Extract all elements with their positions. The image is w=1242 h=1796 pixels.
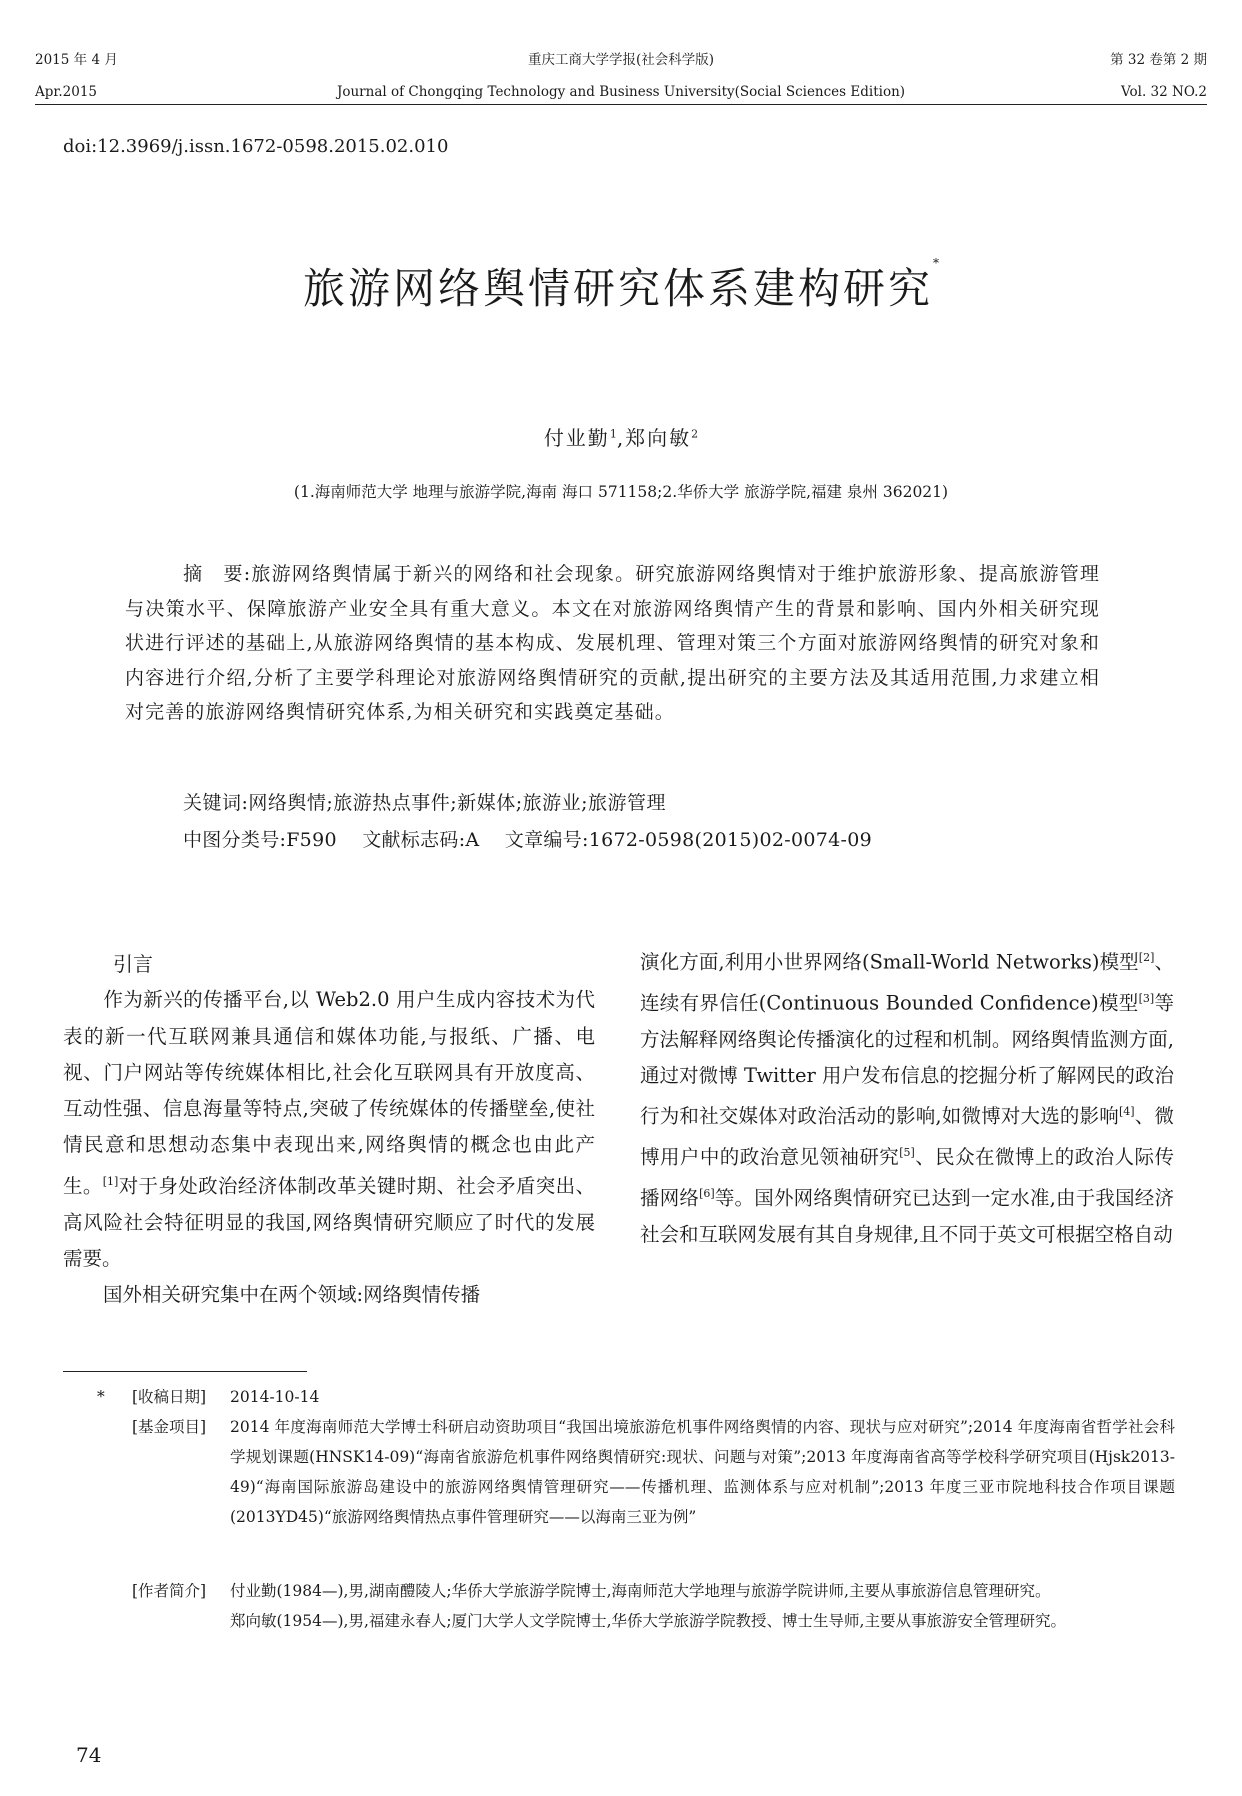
author-bio: 郑向敏(1954—),男,福建永春人;厦门大学人文学院博士,华侨大学旅游学院教授、博士生导师,主要从事旅游安全管理研究。: [230, 1612, 1066, 1630]
paragraph-text: 等方法解释网络舆论传播演化的过程和机制。网络舆情监测方面,通过对微博 Twitter 用户发布信息的挖掘分析了解网民的政治行为和社交媒体对政治活动的影响,如微博对大选的影响: [640, 991, 1174, 1128]
citation-ref: [4]: [1119, 1105, 1135, 1119]
abstract-text: 旅游网络舆情属于新兴的网络和社会现象。研究旅游网络舆情对于维护旅游形象、提高旅游管理与决策水平、保障旅游产业安全具有重大意义。本文在对旅游网络舆情产生的背景和影响、国内外相关研究现状进行评述的基础上,从旅游网络舆情的基本构成、发展机理、管理对策三个方面对旅游网络舆情的研究对象和内容进行介绍,分析了主要学科理论对旅游网络舆情研究的贡献,提出研究的主要方法及其适用范围,力求建立相对完善的旅游网络舆情研究体系,为相关研究和实践奠定基础。: [125, 563, 1101, 723]
title-footnote-mark: *: [933, 256, 939, 270]
author-name: 付业勤: [543, 426, 610, 450]
header-rule: [35, 104, 1207, 105]
footnote-text: 2014-10-14: [230, 1388, 320, 1406]
footnote-text: 2014 年度海南师范大学博士科研启动资助项目“我国出境旅游危机事件网络舆情的内容、现状与应对研究”;2014 年度海南省哲学社会科学规划课题(HNSK14-09)“海南省旅游危机事件网络舆情研究:现状、问题与对策”;2013 年度海南省高等学校科学研究项目(Hjsk2013-49)“海南国际旅游岛建设中的旅游网络舆情管理研究——传播机理、监测体系与应对机制”;2013 年度三亚市院地科技合作项目课题(2013YD45)“旅游网络舆情热点事件管理研究——以海南三亚为例”: [230, 1418, 1175, 1526]
author-bio: 付业勤(1984—),男,湖南醴陵人;华侨大学旅游学院博士,海南师范大学地理与旅游学院讲师,主要从事旅游信息管理研究。: [230, 1582, 1051, 1600]
header-date-cn: 2015 年 4 月: [35, 52, 118, 68]
paragraph-text: 等。国外网络舆情研究已达到一定水准,由于我国经济社会和互联网发展有其自身规律,且不同于英文可根据空格自动: [640, 1186, 1174, 1246]
body-paragraph: [640, 940, 1174, 1253]
header-journal-cn: 重庆工商大学学报(社会科学版): [527, 52, 715, 68]
author-affil-mark: 2: [691, 427, 699, 441]
keywords: 关键词:网络舆情;旅游热点事件;新媒体;旅游业;旅游管理: [183, 792, 667, 814]
paragraph-text: 对于身处政治经济体制改革关键时期、社会矛盾突出、高风险社会特征明显的我国,网络舆情研究顺应了时代的发展需要。: [63, 1174, 595, 1270]
paragraph-text: 、民众在微博上的政治人际传播网络: [640, 1145, 1174, 1210]
body-left-column: [63, 946, 595, 1313]
footnote-tag: [基金项目]: [132, 1418, 207, 1436]
footnote-rule: [63, 1371, 307, 1372]
author-list: [0, 422, 1242, 451]
abstract: [125, 557, 1100, 730]
author-name: 郑向敏: [625, 426, 692, 450]
paragraph-text: 、连续有界信任(Continuous Bounded Confidence)模型: [640, 950, 1174, 1015]
header-volume-cn: 第 32 卷第 2 期: [1110, 52, 1207, 68]
footnote-tag: [作者简介]: [132, 1582, 207, 1600]
header-volume-en: Vol. 32 NO.2: [1121, 84, 1207, 100]
body-paragraph: [63, 982, 595, 1277]
footnote-mark: *: [97, 1388, 105, 1406]
author-separator: ,: [616, 426, 626, 450]
citation-ref: [5]: [899, 1145, 915, 1159]
author-affil-mark: 1: [609, 427, 617, 441]
doi: doi:12.3969/j.issn.1672-0598.2015.02.010: [63, 136, 449, 157]
citation-ref: [3]: [1138, 991, 1155, 1005]
footnote-text: [230, 1576, 1175, 1636]
header-date-en: Apr.2015: [35, 84, 98, 100]
citation-ref: [1]: [102, 1174, 119, 1188]
abstract-label: 摘 要:: [183, 563, 252, 585]
paragraph-text: 、微博用户中的政治意见领袖研究: [640, 1104, 1174, 1169]
body-right-column: [640, 940, 1174, 1253]
paragraph-text: 演化方面,利用小世界网络(Small-World Networks)模型: [640, 950, 1139, 974]
paragraph-text: 国外相关研究集中在两个领域:网络舆情传播: [103, 1283, 481, 1307]
body-paragraph: [63, 1277, 595, 1313]
header-journal-en: Journal of Chongqing Technology and Business University(Social Sciences Edition): [336, 84, 906, 100]
paper-title-text: 旅游网络舆情研究体系建构研究: [302, 264, 933, 313]
classification-codes: 中图分类号:F590 文献标志码:A 文章编号:1672-0598(2015)02-0074-09: [183, 829, 873, 851]
citation-ref: [6]: [699, 1186, 715, 1200]
paper-title: [0, 256, 1242, 316]
footnote-tag: [收稿日期]: [132, 1388, 207, 1406]
affiliation: (1.海南师范大学 地理与旅游学院,海南 海口 571158;2.华侨大学 旅游学院,福建 泉州 362021): [293, 483, 949, 501]
citation-ref: [2]: [1138, 951, 1155, 964]
page-number: 74: [76, 1743, 102, 1767]
paragraph-text: 作为新兴的传播平台,以 Web2.0 用户生成内容技术为代表的新一代互联网兼具通信和媒体功能,与报纸、广播、电视、门户网站等传统媒体相比,社会化互联网具有开放度高、互动性强、信息海量等特点,突破了传统媒体的传播壁垒,使社情民意和思想动态集中表现出来,网络舆情的概念也由此产生。: [63, 988, 595, 1198]
section-heading: 引言: [113, 952, 153, 976]
